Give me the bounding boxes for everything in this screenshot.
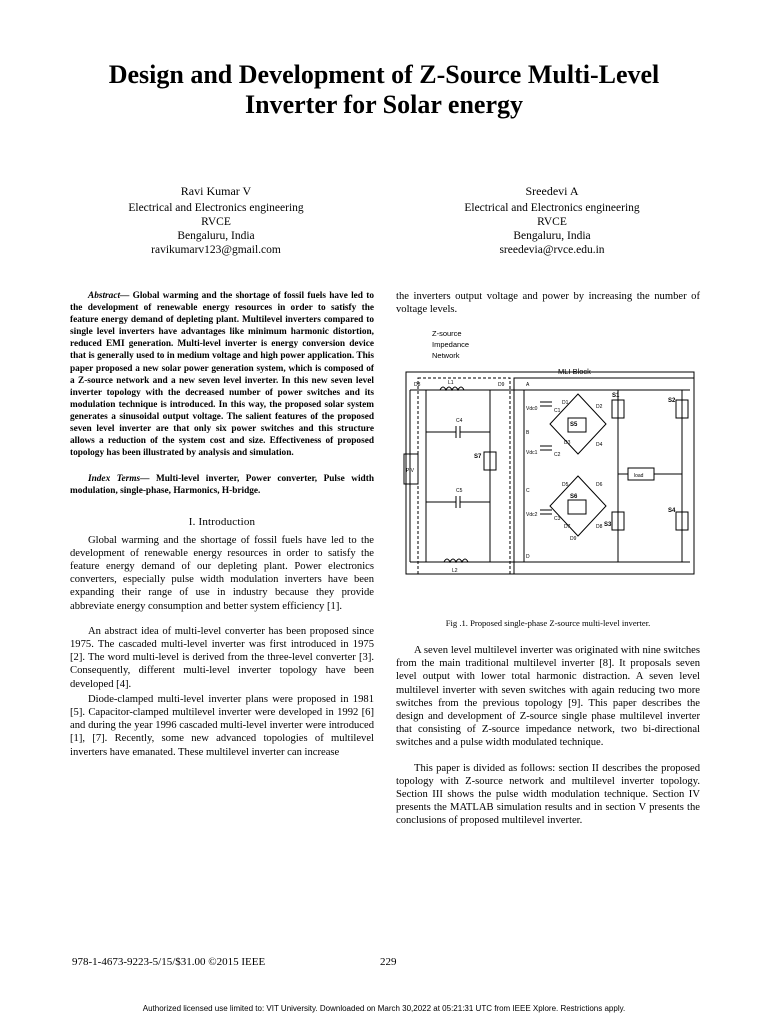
intro-paragraph-4: A seven level multilevel inverter was originated with nine switches from the main traditional multilevel inverter [8]. It proposals seven level output with lower total harmonic distraction. A seven level multilevel inverter with seven switches with again reducing two more switches from the previous topology [9]. This paper describes the design and development of Z-source single phase multilevel inverter that consisting of Z-source impedance network, two bi-directional switches and a pulse width modulated technique. bbox=[396, 645, 700, 749]
label-s1: S1 bbox=[612, 393, 620, 399]
label-mli-block: MLI Block bbox=[558, 367, 591, 376]
label-d9b: D9 bbox=[570, 536, 577, 542]
label-b: B bbox=[526, 430, 530, 436]
label-d9: D9 bbox=[498, 382, 505, 388]
label-vdc2: Vdc2 bbox=[526, 512, 538, 518]
label-c4: C4 bbox=[456, 418, 463, 424]
mli-box bbox=[514, 378, 694, 574]
label-c: C bbox=[526, 488, 530, 494]
right-column bbox=[396, 644, 700, 828]
circuit-diagram bbox=[400, 326, 700, 578]
label-load: load bbox=[634, 473, 644, 479]
label-s3: S3 bbox=[604, 522, 612, 528]
index-terms bbox=[70, 473, 374, 497]
label-c5: C5 bbox=[456, 488, 463, 494]
author-email: ravikumarv123@gmail.com bbox=[151, 244, 281, 256]
left-column bbox=[70, 290, 374, 759]
abstract bbox=[70, 290, 374, 459]
label-c3: C3 bbox=[554, 516, 561, 522]
abstract-label: Abstract bbox=[88, 291, 121, 301]
label-c2: C2 bbox=[554, 452, 561, 458]
label-s7: S7 bbox=[474, 454, 482, 460]
label-d8b: D8 bbox=[596, 524, 603, 530]
section-heading-introduction: I. Introduction bbox=[188, 515, 256, 528]
label-d7: D7 bbox=[564, 524, 571, 530]
intro-paragraph-3: Diode-clamped multi-level inverter plans were proposed in 1981 [5]. Capacitor-clamped multilevel inverter were developed in 1992 [6] and during the year 1996 cascaded multi-level inverter were introduced [1], [7]. Recently, some new advanced topologies of multilevel inverters have emanated. These multilevel inverter can increase bbox=[70, 693, 374, 758]
label-s6: S6 bbox=[570, 494, 578, 500]
author-block-1 bbox=[100, 184, 332, 257]
label-s2: S2 bbox=[668, 398, 676, 404]
label-a: A bbox=[526, 382, 530, 388]
abstract-text: — Global warming and the shortage of fossil fuels have led to the development of renewable energy resources in order to satisfy the feature energy demand of depleting plant. Multilevel inverters compared to single level inverters have advantages like minimum harmonic distortion, reduced EMI generation. Multi-level inverter is energy conversion device that is generally used to in medium voltage and high power application. This paper proposed a new solar power generation system, which is composed of a Z-source network and a new seven level inverter. In this new seven level inverter topology with the decreased number of power switches and its modulation technique is introduced. In this way, the proposed solar system generates a sinusoidal output voltage. The salient features of the proposed seven level inverter are that only six power switches and this structure allows a reduction of the system cost and size. Effectiveness of proposed topology has been illustrated by analysis and simulation. bbox=[70, 291, 374, 459]
author-name: Ravi Kumar V bbox=[180, 184, 252, 198]
label-l1: L1 bbox=[448, 380, 454, 386]
label-l2: L2 bbox=[452, 568, 458, 574]
label-vdc1: Vdc1 bbox=[526, 450, 538, 456]
label-d3: D3 bbox=[564, 440, 571, 446]
label-d4: D4 bbox=[596, 442, 603, 448]
author-city: Bengaluru, India bbox=[513, 230, 591, 242]
index-terms-text: — Multi-level inverter, Power converter, Pulse width modulation, single-phase, Harmonics, H-bridge. bbox=[70, 474, 374, 497]
label-s5: S5 bbox=[570, 422, 578, 428]
author-name: Sreedevi A bbox=[525, 184, 579, 198]
label-zsource: Z-source bbox=[432, 329, 462, 338]
label-impedance: Impedance bbox=[432, 340, 470, 349]
paper-title bbox=[60, 60, 708, 120]
authorized-notice: Authorized licensed use limited to: VIT University. Downloaded on March 30,2022 at 05:21:31 UTC from IEEE Xplore. Restrictions apply. bbox=[142, 1004, 626, 1013]
intro-paragraph-5: This paper is divided as follows: section II describes the proposed topology with Z-source network and multilevel inverter topology. Section III shows the pulse width modulation technique. Section IV presents the MATLAB simulation results and in section V presents the conclusions of proposed multilevel inverter. bbox=[396, 762, 700, 827]
label-d1: D1 bbox=[562, 400, 569, 406]
label-d2: D2 bbox=[596, 404, 603, 410]
label-c1: C1 bbox=[554, 408, 561, 414]
footer-isbn: 978-1-4673-9223-5/15/$31.00 ©2015 IEEE bbox=[72, 956, 266, 968]
label-pv: P V bbox=[406, 468, 414, 474]
author-org: RVCE bbox=[201, 216, 231, 228]
page-number: 229 bbox=[380, 956, 397, 968]
label-d8: D8 bbox=[414, 382, 421, 388]
label-d5: D5 bbox=[562, 482, 569, 488]
title-line-1: Design and Development of Z-Source Multi-Level bbox=[108, 60, 660, 89]
author-dept: Electrical and Electronics engineering bbox=[128, 202, 304, 214]
label-vdc0: Vdc0 bbox=[526, 406, 538, 412]
figure-caption: Fig .1. Proposed single-phase Z-source multi-level inverter. bbox=[445, 618, 651, 628]
author-block-2 bbox=[432, 184, 672, 257]
zsource-box bbox=[418, 378, 510, 574]
label-d6: D6 bbox=[596, 482, 603, 488]
author-city: Bengaluru, India bbox=[177, 230, 255, 242]
label-s4: S4 bbox=[668, 508, 676, 514]
label-network: Network bbox=[432, 351, 460, 360]
intro-paragraph-1: Global warming and the shortage of fossil fuels have led to the development of renewable energy resources in order to satisfy the feature energy demand of our depleting plant. Power electronics converters, especially pulse width modulation inverters have been expanding their range of use in industry because they provide abbreviate energy consumption and better system efficiency [1]. bbox=[70, 534, 374, 612]
author-dept: Electrical and Electronics engineering bbox=[464, 202, 640, 214]
intro-paragraph-2: An abstract idea of multi-level converter has been proposed since 1975. The cascaded multi-level inverter was first introduced in 1975 [2]. The word multi-level is derived from the three-level converter [3]. Consequently, different multi-level inverter topology have been developed [4]. bbox=[70, 625, 374, 690]
right-column-continuation: the inverters output voltage and power by increasing the number of voltage levels. bbox=[396, 291, 700, 316]
index-terms-label: Index Terms bbox=[88, 474, 141, 485]
label-d: D bbox=[526, 554, 530, 560]
author-org: RVCE bbox=[537, 216, 567, 228]
title-line-2: Inverter for Solar energy bbox=[245, 90, 523, 119]
author-email: sreedevia@rvce.edu.in bbox=[499, 244, 605, 256]
